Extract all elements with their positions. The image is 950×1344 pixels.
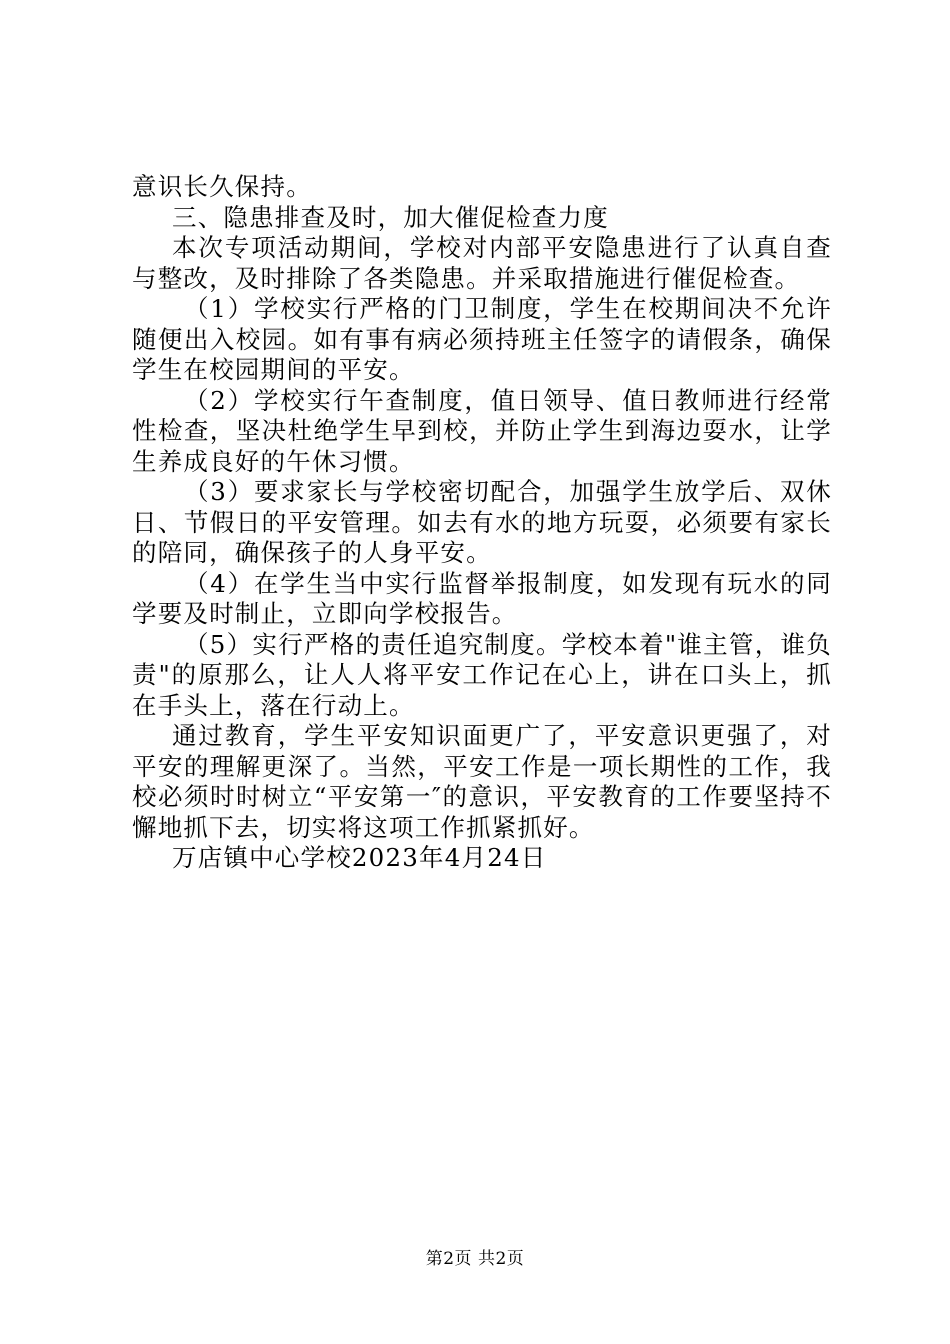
section-heading: 三、隐患排查及时，加大催促检查力度 bbox=[172, 202, 609, 232]
paragraph-continuation: 意识长久保持。 bbox=[132, 172, 312, 201]
document-body bbox=[132, 172, 832, 874]
paragraph-item-3: （3）要求家长与学校密切配合，加强学生放学后、双休日、节假日的平安管理。如去有水的地方玩耍，必须要有家长的陪同，确保孩子的人身平安。 bbox=[132, 477, 832, 567]
paragraph-item-2: （2）学校实行午查制度，值日领导、值日教师进行经常性检查，坚决杜绝学生早到校，并防止学生到海边耍水，让学生养成良好的午休习惯。 bbox=[132, 385, 832, 476]
paragraph-item-1: （1）学校实行严格的门卫制度，学生在校期间决不允许随便出入校园。如有事有病必须持班主任签字的请假条，确保学生在校园期间的平安。 bbox=[132, 294, 832, 384]
paragraph-item-4: （4）在学生当中实行监督举报制度，如发现有玩水的同学要及时制止，立即向学校报告。 bbox=[132, 568, 832, 628]
paragraph-conclusion: 通过教育，学生平安知识面更广了，平安意识更强了，对平安的理解更深了。当然，平安工作是一项长期性的工作，我校必须时时树立“平安第一″的意识，平安教育的工作要坚持不懈地抓下去，切实将这项工作抓紧抓好。 bbox=[132, 721, 832, 842]
signature-line: 万店镇中心学校2023年4月24日 bbox=[172, 843, 547, 872]
paragraph-item-5: （5）实行严格的责任追究制度。学校本着"谁主管，谁负责"的原那么，让人人将平安工作记在心上，讲在口头上，抓在手头上，落在行动上。 bbox=[132, 629, 832, 720]
paragraph-intro: 本次专项活动期间，学校对内部平安隐患进行了认真自查与整改，及时排除了各类隐患。并采取措施进行催促检查。 bbox=[132, 233, 832, 293]
page-number-footer: 第2页 共2页 bbox=[425, 1249, 525, 1269]
